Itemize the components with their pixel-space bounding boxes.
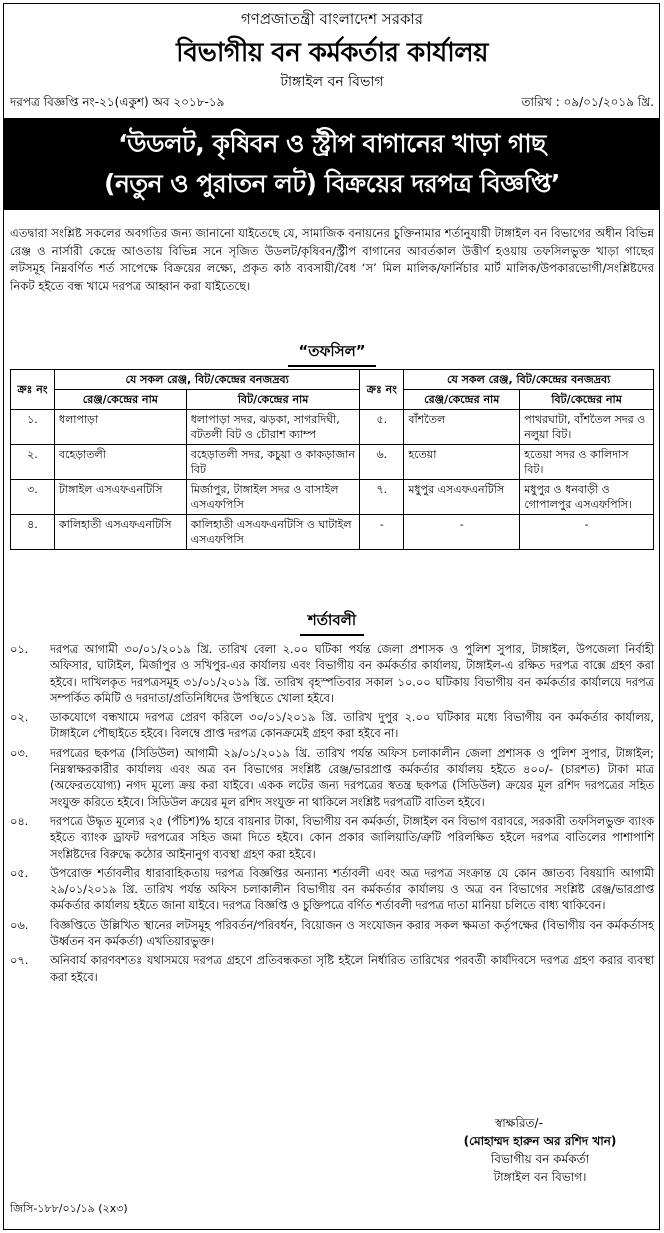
beat-cell: পাথরঘাটা, বাঁশতৈল সদর ও নলুয়া বিট। xyxy=(520,410,654,445)
term-number: ০২. xyxy=(10,711,29,725)
beat-cell: কালিহাতী এসএফএনটিসি ও ঘাটাইল এসএফপিসি xyxy=(186,515,360,550)
term-text: দরপত্রের ছকপত্র (সিডিউল) আগামী ২৯/০১/২০১৯ খ্রি. তারিখ পর্যন্ত অফিস চলাকালীন জেলা প্রশাসক ও পুলিশ সুপার, টাঙ্গাইল; নিম্নস্বাক্ষরকারীর কার্যালয় এবং অত্র বন বিভাগের সংশ্লিষ্ট রেঞ্জ/ভারপ্রাপ্ত কর্মকর্তার কার্যালয় হইতে ৪০০/- (চারশত) টাকা মাত্র (অফেরতযোগ্য) নগদ মূল্যে ক্রয় করা যাইবে। একক লটের জন্য দরপত্রের স্বতন্ত্র ছকপত্র (সিডিউল) ক্রয়ের মূল রশিদ দরপত্রের সহিত সংযুক্ত করিতে হইবে। সিডিউল ক্রয়ের মূল রশিদ সংযুক্ত না থাকিলে সংশ্লিষ্ট দরপত্রটি বাতিল হইবে। xyxy=(50,746,654,809)
term-text: দরপত্র আগামী ৩০/০১/২০১৯ খ্রি. তারিখ বেলা ২.০০ ঘটিকা পর্যন্ত জেলা প্রশাসক ও পুলিশ সুপার, টাঙ্গাইল, উপজেলা নির্বাহী অফিসার, ঘাটাইল, মির্জাপুর ও সখিপুর-এর কার্যালয় এবং বিভাগীয় বন কর্মকর্তার কার্যালয়, টাঙ্গাইল-এ রক্ষিত দরপত্র বাক্সে গ্রহণ করা হইবে। দাখিলকৃত দরপত্রসমূহ ৩১/০১/২০১৯ খ্রি. তারিখ বৃহস্পতিবার সকাল ১০.০০ ঘটিকায় বিভাগীয় বন কর্মকর্তার কার্যালয়ে দরপত্র সম্পর্কিত কমিটি ও দরদাতা/প্রতিনিধিদের উপস্থিতে খোলা হইবে। xyxy=(50,643,654,705)
terms-list xyxy=(10,642,654,989)
table-subheader-row xyxy=(11,390,654,410)
terms-heading xyxy=(0,609,664,636)
range-cell: কালিহাতী এসএফএনটিসি xyxy=(54,515,186,550)
terms-title: শর্তাবলী xyxy=(300,609,364,636)
serial-cell: ১. xyxy=(11,410,55,445)
term-item xyxy=(10,953,654,986)
term-item xyxy=(10,814,654,863)
table-row xyxy=(11,445,654,480)
header-range: রেঞ্জ/কেন্দ্রের নাম xyxy=(54,390,186,410)
beat-cell: মধুপুর ও ধনবাড়ী ও গোপালপুর এসএফপিসি। xyxy=(520,480,654,515)
office-title: বিভাগীয় বন কর্মকর্তার কার্যালয় xyxy=(176,38,488,68)
range-cell: - xyxy=(404,515,520,550)
intro-paragraph: এতদ্বারা সংশ্লিষ্ট সকলের অবগতির জন্য জানানো যাইতেছে যে, সামাজিক বনায়নের চুক্তিনামার শর্তানুযায়ী টাঙ্গাইল বন বিভাগের অধীন বিভিন্ন রেঞ্জ ও নার্সারী কেন্দ্রে আওতায় বিভিন্ন সনে সৃজিত উডলট/কৃষিবন/স্ট্রীপ বাগানের আবর্তকাল উত্তীর্ণ হওয়ায় তফসিলভুক্ত খাড়া গাছের লটসমূহ নিম্নবর্ণিত শর্ত সাপেক্ষে বিক্রয়ের লক্ষ্যে, প্রকৃত কাঠ ব্যবসায়ী/বৈধ ‘স’ মিল মালিক/ফার্নিচার মার্ট মালিক/উপকারভোগী/সংশ্লিষ্টদের নিকট হইতে বন্ধ খামে দরপত্র আহ্বান করা যাইতেছে। xyxy=(10,226,654,293)
schedule-title: “তফসিল” xyxy=(288,340,375,367)
header-range: রেঞ্জ/কেন্দ্রের নাম xyxy=(404,390,520,410)
header-serial: ক্রঃ নং xyxy=(360,370,404,410)
range-cell: বাঁশতৈল xyxy=(404,410,520,445)
term-item xyxy=(10,918,654,951)
term-text: উপরোক্ত শর্তাবলীর ধারাবাহিকতায় দরপত্র বিজ্ঞপ্তির অন্যান্য শর্তাবলী এবং অত্র দরপত্র সংক্রান্ত যে কোন জ্ঞাতব্য বিষয়াদি আগামী ২৯/০১/২০১৯ খ্রি. তারিখ পর্যন্ত অফিস চলাকালীন বিভাগীয় বন কর্মকর্তার কার্যালয় ও অত্র বন বিভাগের সংশ্লিষ্ট রেঞ্জ/ভারপ্রাপ্ত কর্মকর্তার কার্যালয় হইতে জানা যাইবে। দরপত্র বিজ্ঞপ্তি ও চুক্তিপত্রে বর্ণিত শর্তাবলী দরপত্র দাতা মানিয়া চলিতে বাধ্য থাকিবেন। xyxy=(50,866,654,913)
headline-line-1: ‘উডলট, কৃষিবন ও স্ট্রীপ বাগানের খাড়া গাছ xyxy=(118,129,546,158)
term-item xyxy=(10,746,654,811)
term-number: ০৪. xyxy=(10,814,29,828)
beat-cell: - xyxy=(520,515,654,550)
gd-code: জিসি-১৮৮/০১/১৯ (২x৩) xyxy=(10,1202,128,1215)
notice-date: তারিখ : ০৯/০১/২০১৯ খ্রি. xyxy=(521,95,654,109)
headline-banner xyxy=(4,118,660,210)
term-item xyxy=(10,866,654,915)
header-beat: বিট/কেন্দ্রের নাম xyxy=(520,390,654,410)
term-text: অনিবার্য কারণবশতঃ যথাসময়ে দরপত্র গ্রহণে প্রতিবন্ধকতা সৃষ্টি হইলে নির্ধারিত তারিখের পরবর্তী কার্যদিবসে দরপত্র গ্রহণ করার ব্যবস্থা করা হইবে। xyxy=(50,954,654,984)
serial-cell: ৬. xyxy=(360,445,404,480)
term-number: ০৩. xyxy=(10,746,29,760)
range-cell: মধুপুর এসএফএনটিসি xyxy=(404,480,520,515)
header-serial: ক্রঃ নং xyxy=(11,370,55,410)
header-beat: বিট/কেন্দ্রের নাম xyxy=(186,390,360,410)
govt-title: গণপ্রজাতন্ত্রী বাংলাদেশ সরকার xyxy=(240,10,424,28)
beat-cell: হতেয়া সদর ও কালিদাস বিট। xyxy=(520,445,654,480)
beat-cell: ধলাপাড়া সদর, ঝড়কা, সাগরদিঘী, বটতলী বিট ও চৌরাশ ক্যাম্প xyxy=(186,410,360,445)
term-item xyxy=(10,642,654,707)
table-row xyxy=(11,480,654,515)
term-text: ডাকযোগে বন্ধখামে দরপত্র প্রেরণ করিলে ৩০/০১/২০১৯ খ্রি. তারিখ দুপুর ২.০০ ঘটিকার মধ্যে বিভাগীয় বন কর্মকর্তার কার্যালয়, টাঙ্গাইলে পৌছাইতে হইবে। বিলম্বে প্রাপ্ত দরপত্র কোনক্রমেই গ্রহণ করা হইবে না। xyxy=(50,711,654,741)
serial-cell: ৭. xyxy=(360,480,404,515)
term-text: দরপত্রে উদ্ধৃত মূল্যের ২৫ (পঁচিশ)% হারে বায়নার টাকা, বিভাগীয় বন কর্মকর্তা, টাঙ্গাইল বন বিভাগ বরাবরে, সরকারী তফসিলভুক্ত ব্যাংক হইতে ব্যাংক ড্রাফট দরপত্রের সহিত জমা দিতে হইবে। কোন প্রকার জালিয়াতি/ত্রুটি পরিলক্ষিত হইলে দরপত্র বাতিলের পাশাপাশি সংশ্লিষ্টদের বিরুদ্ধে কঠোর আইনানুগ ব্যবস্থা গ্রহণ করা হইবে। xyxy=(50,814,654,861)
term-number: ০৫. xyxy=(10,866,29,880)
header-group: যে সকল রেঞ্জ, বিট/কেন্দ্রের বনজদ্রব্য xyxy=(54,370,359,390)
range-cell: হতেয়া xyxy=(404,445,520,480)
beat-cell: মির্জাপুর, টাঙ্গাইল সদর ও বাসাইল এসএফপিসি xyxy=(186,480,360,515)
term-number: ০৬. xyxy=(10,918,29,932)
schedule-heading xyxy=(0,340,664,367)
signatory-title: বিভাগীয় বন কর্মকর্তা xyxy=(490,1152,590,1166)
signatory-name: (মোহাম্মদ হারুন অর রশিদ খান) xyxy=(463,1134,617,1148)
range-cell: বহেড়াতলী xyxy=(54,445,186,480)
reference-line xyxy=(10,94,654,114)
headline-line-2: (নতুন ও পুরাতন লট) বিক্রয়ের দরপত্র বিজ্ঞপ্তি’ xyxy=(104,169,560,198)
division-title: টাঙ্গাইল বন বিভাগ xyxy=(280,74,384,90)
serial-cell: ৪. xyxy=(11,515,55,550)
term-number: ০৭. xyxy=(10,954,29,968)
beat-cell: বহেড়াতলী সদর, কচুয়া ও কাকড়াজান বিট xyxy=(186,445,360,480)
serial-cell: ৩. xyxy=(11,480,55,515)
table-header-row xyxy=(11,370,654,390)
table-row xyxy=(11,515,654,550)
serial-cell: ২. xyxy=(11,445,55,480)
memo-number: দরপত্র বিজ্ঞপ্তি নং-২১(একুশ) অব ২০১৮-১৯ xyxy=(10,95,225,109)
range-cell: ধলাপাড়া xyxy=(54,410,186,445)
term-text: বিজ্ঞপ্তিতে উল্লিখিত স্থানের লটসমূহ পরিবর্তন/পরিবর্ধন, বিয়োজন ও সংযোজন করার সকল ক্ষমতা কর্তৃপক্ষের (বিভাগীয় বন কর্মকর্তাসহ উর্ধ্বতন বন কর্মকর্তা) এখতিয়ারভুক্ত। xyxy=(50,918,654,949)
signatory-office: টাঙ্গাইল বন বিভাগ। xyxy=(493,1170,587,1184)
header-group: যে সকল রেঞ্জ, বিট/কেন্দ্রের বনজদ্রব্য xyxy=(404,370,654,390)
signature-block xyxy=(425,1114,655,1186)
table-row xyxy=(11,410,654,445)
signed-label: স্বাক্ষরিত/- xyxy=(495,1116,543,1130)
lots-table xyxy=(10,369,654,550)
range-cell: টাঙ্গাইল এসএফএনটিসি xyxy=(54,480,186,515)
serial-cell: - xyxy=(360,515,404,550)
term-number: ০১. xyxy=(10,643,29,656)
term-item xyxy=(10,710,654,743)
serial-cell: ৫. xyxy=(360,410,404,445)
